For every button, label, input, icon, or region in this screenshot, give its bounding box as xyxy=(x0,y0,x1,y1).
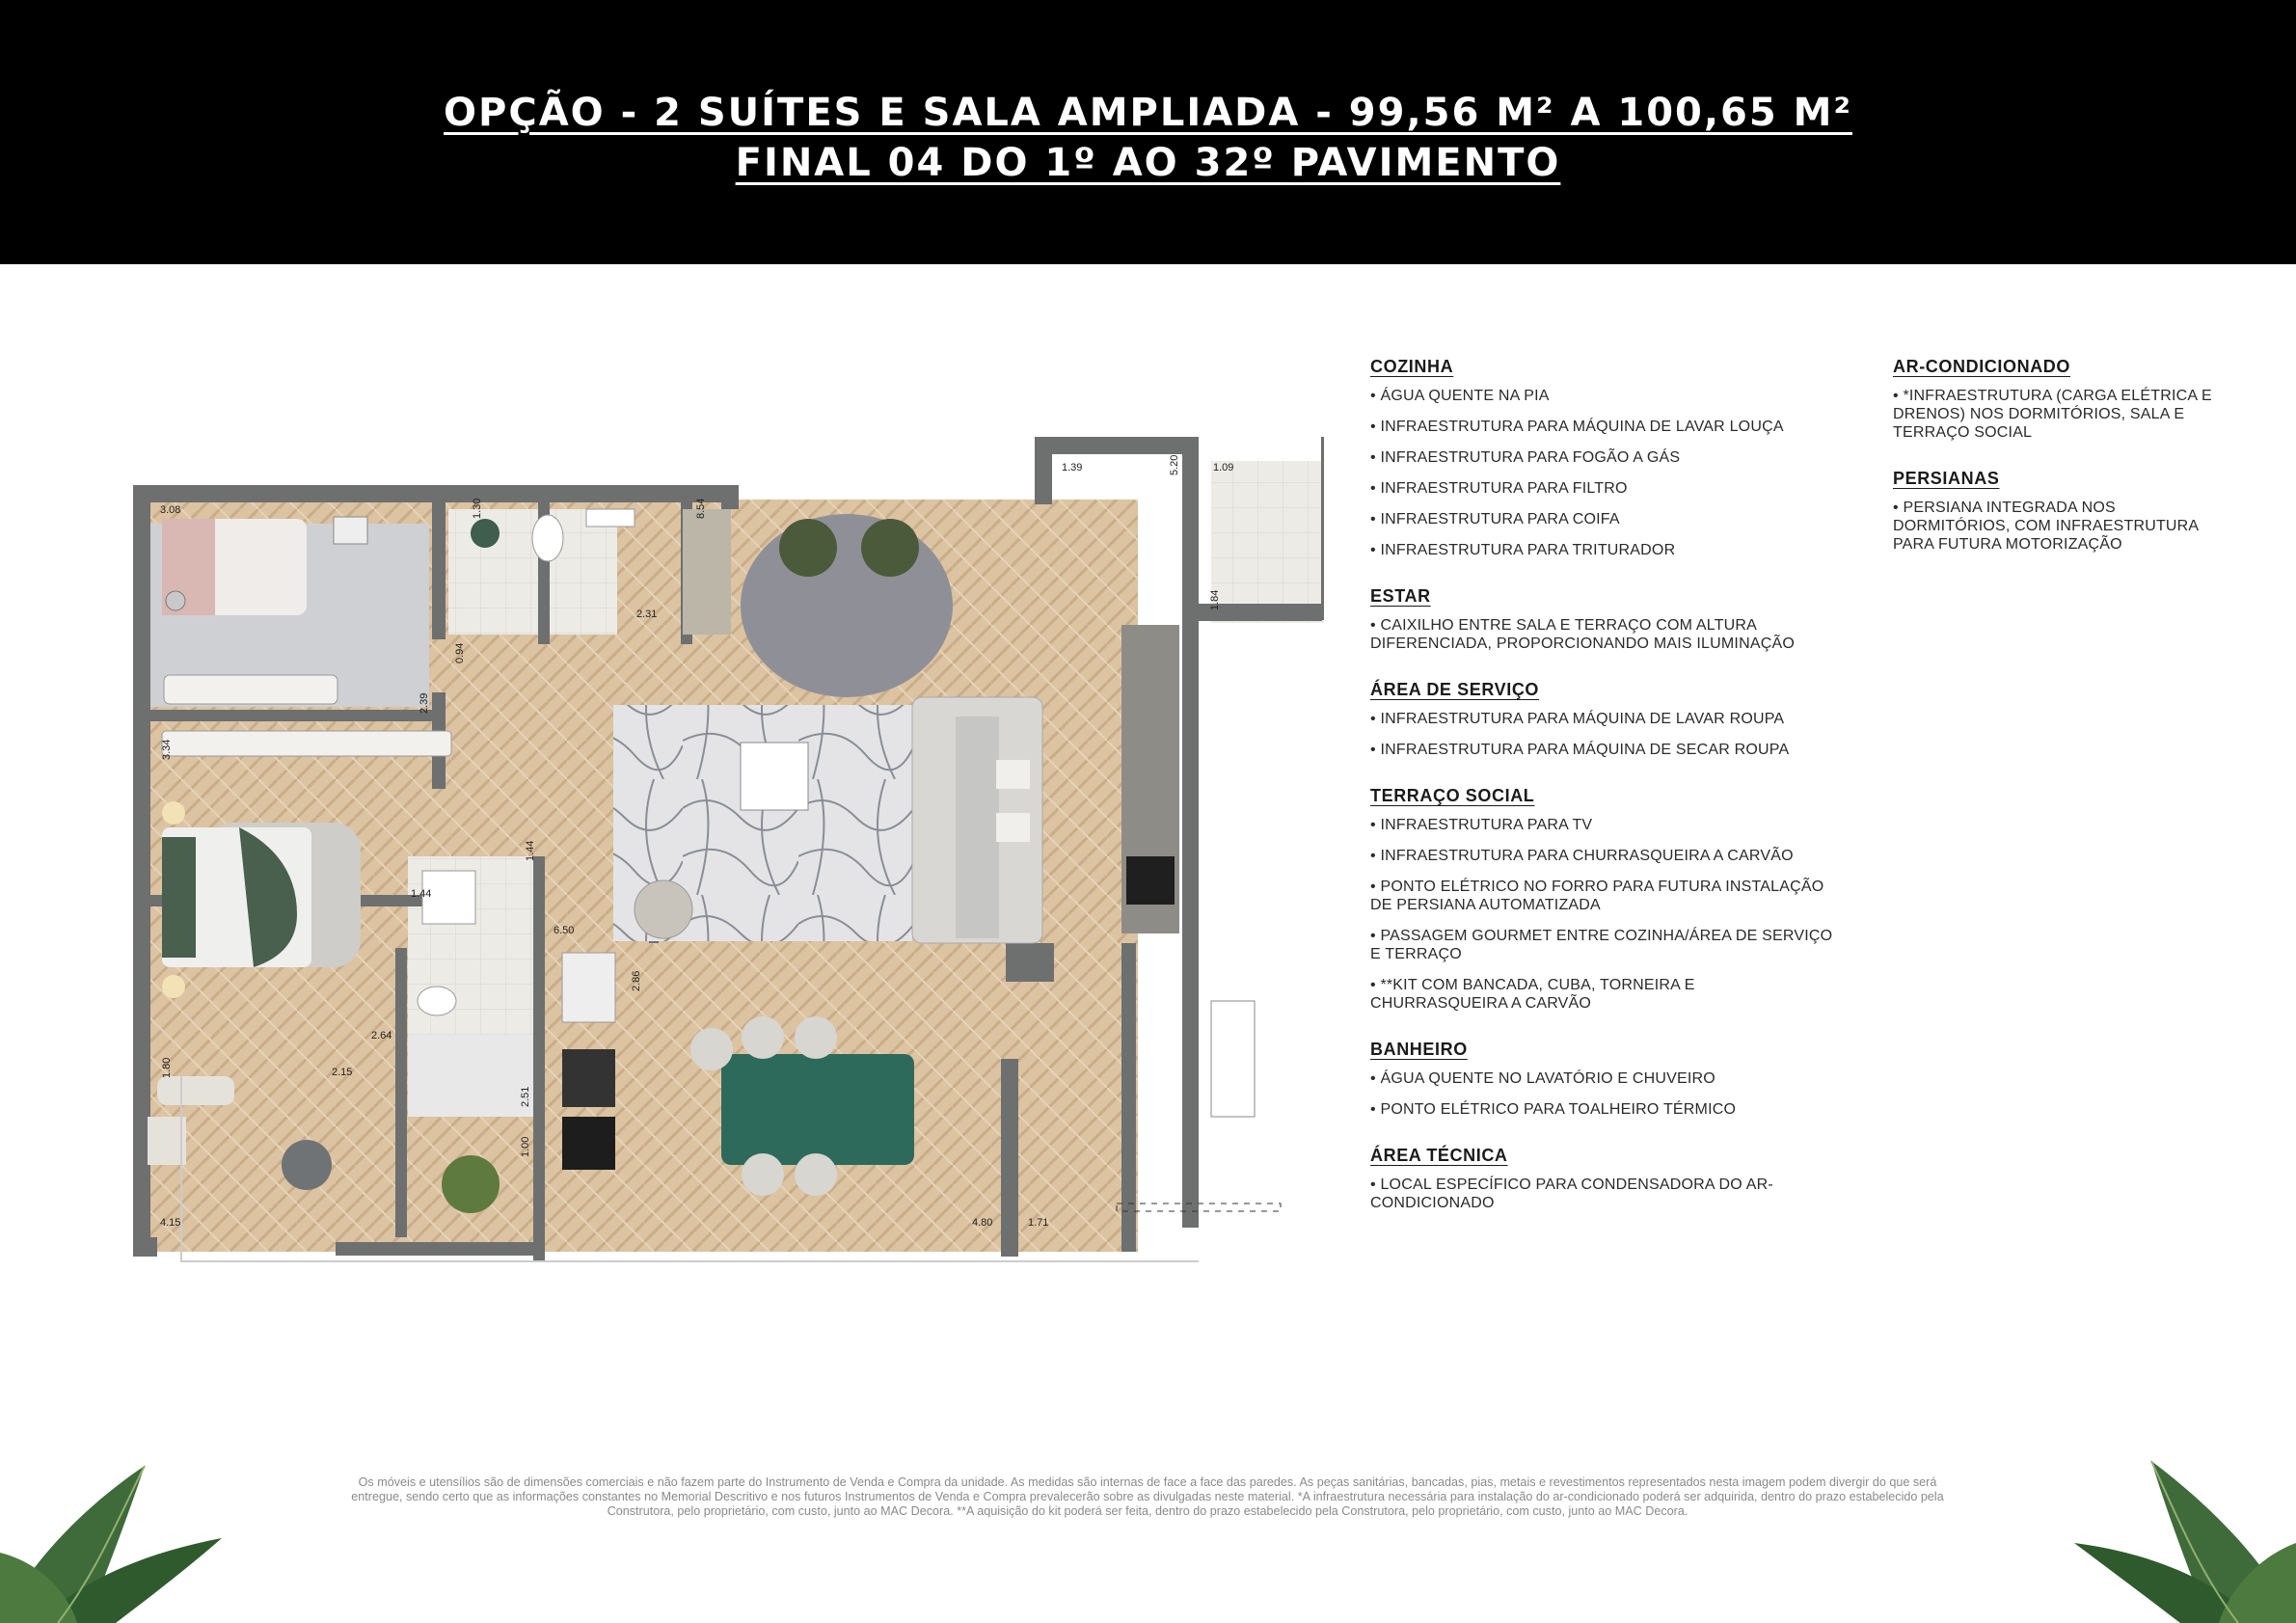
feature-item: • CAIXILHO ENTRE SALA E TERRAÇO COM ALTURA DIFERENCIADA, PROPORCIONANDO MAIS ILUMINAÇÃO xyxy=(1370,617,1795,652)
section-title: TERRAÇO SOCIAL xyxy=(1370,786,1535,805)
feature-item: • ÁGUA QUENTE NA PIA xyxy=(1370,388,1550,404)
dim-label: 3.08 xyxy=(160,504,181,516)
feature-item: • INFRAESTRUTURA PARA CHURRASQUEIRA A CARVÃO xyxy=(1370,848,1794,864)
section-cozinha xyxy=(1370,357,1833,559)
dim-label: 8.54 xyxy=(695,498,707,519)
dim-label: 1.84 xyxy=(1209,589,1221,610)
feature-item: • LOCAL ESPECÍFICO PARA CONDENSADORA DO AR-CONDICIONADO xyxy=(1370,1177,1773,1211)
page-title: OPÇÃO - 2 SUÍTES E SALA AMPLIADA - 99,56 M² A 100,65 M² xyxy=(444,91,1852,135)
feature-item: • INFRAESTRUTURA PARA MÁQUINA DE SECAR ROUPA xyxy=(1370,742,1790,758)
floor-plan-illustration xyxy=(104,432,1324,1281)
dim-label: 1.71 xyxy=(1028,1217,1049,1229)
dim-label: 2.39 xyxy=(419,692,430,714)
dim-label: 1.39 xyxy=(1062,462,1083,473)
section-title: ÁREA DE SERVIÇO xyxy=(1370,680,1540,699)
section-area-tecnica xyxy=(1370,1146,1833,1212)
section-title: ÁREA TÉCNICA xyxy=(1370,1146,1508,1165)
feature-item: • PONTO ELÉTRICO NO FORRO PARA FUTURA INSTALAÇÃO DE PERSIANA AUTOMATIZADA xyxy=(1370,879,1824,913)
section-title: BANHEIRO xyxy=(1370,1040,1468,1059)
section-area-de-servico xyxy=(1370,680,1833,759)
feature-item: • INFRAESTRUTURA PARA TRITURADOR xyxy=(1370,542,1676,558)
section-title: AR-CONDICIONADO xyxy=(1893,357,2070,376)
disclaimer: Os móveis e utensílios são de dimensões comerciais e não fazem parte do Instrumento de Venda e Compra da unidade. As medidas são internas de face a face das paredes. As peças sanitárias, bancadas, pias, metais e revestimentos representados nesta imagem podem divergir do que será entregue, sendo certo que as informações constantes no Memorial Descritivo e nos futuros Instrumentos de Venda e Compra prevalecerão sobre as divulgadas neste material. *A infraestrutura necessária para instalação do ar-condicionado poderá ser adquirida, dentro do prazo estabelecido pela Construtora, pelo proprietário, com custo, junto ao MAC Decora. **A aquisição do kit poderá ser feita, dentro do prazo estabelecido pela Construtora, pelo proprietário, com custo, junto ao MAC Decora. xyxy=(351,1475,1944,1518)
section-ar-condicionado xyxy=(1893,357,2221,442)
dim-label: 2.31 xyxy=(636,609,658,620)
section-title: ESTAR xyxy=(1370,586,1431,606)
feature-item: • ÁGUA QUENTE NO LAVATÓRIO E CHUVEIRO xyxy=(1370,1070,1715,1087)
feature-item: • INFRAESTRUTURA PARA FILTRO xyxy=(1370,480,1628,497)
section-title: COZINHA xyxy=(1370,357,1454,376)
header-band xyxy=(0,0,2296,264)
dim-label: 1.30 xyxy=(472,498,483,519)
section-terraco-social xyxy=(1370,786,1833,1013)
dim-label: 0.94 xyxy=(454,642,466,663)
feature-item: • *INFRAESTRUTURA (CARGA ELÉTRICA E DRENOS) NOS DORMITÓRIOS, SALA E TERRAÇO SOCIAL xyxy=(1893,388,2212,441)
dim-label: 1.44 xyxy=(411,888,432,900)
dim-label: 1.00 xyxy=(520,1136,531,1157)
dim-label: 4.80 xyxy=(972,1217,993,1229)
feature-item: • INFRAESTRUTURA PARA TV xyxy=(1370,817,1593,833)
dim-label: 2.15 xyxy=(332,1067,353,1078)
dim-label: 1.44 xyxy=(525,840,536,861)
dim-label: 4.15 xyxy=(160,1217,181,1229)
dim-label: 2.51 xyxy=(520,1086,531,1107)
feature-item: • PASSAGEM GOURMET ENTRE COZINHA/ÁREA DE SERVIÇO E TERRAÇO xyxy=(1370,928,1833,962)
page-subtitle: FINAL 04 DO 1º AO 32º PAVIMENTO xyxy=(735,141,1561,185)
feature-item: • PONTO ELÉTRICO PARA TOALHEIRO TÉRMICO xyxy=(1370,1101,1737,1118)
feature-item: • INFRAESTRUTURA PARA MÁQUINA DE LAVAR ROUPA xyxy=(1370,711,1785,727)
dim-label: 3.34 xyxy=(161,739,173,760)
feature-item: • PERSIANA INTEGRADA NOS DORMITÓRIOS, COM INFRAESTRUTURA PARA FUTURA MOTORIZAÇÃO xyxy=(1893,500,2199,553)
feature-item: • INFRAESTRUTURA PARA MÁQUINA DE LAVAR LOUÇA xyxy=(1370,419,1784,435)
plant-right-decoration xyxy=(2026,1447,2296,1623)
feature-item: • INFRAESTRUTURA PARA FOGÃO A GÁS xyxy=(1370,449,1681,466)
section-estar xyxy=(1370,586,1833,653)
feature-item: • **KIT COM BANCADA, CUBA, TORNEIRA E CHURRASQUEIRA A CARVÃO xyxy=(1370,977,1695,1012)
plant-left-decoration xyxy=(0,1447,270,1623)
features-right-column xyxy=(1893,357,2221,581)
dim-label: 1.09 xyxy=(1213,462,1234,473)
feature-item: • INFRAESTRUTURA PARA COIFA xyxy=(1370,511,1620,527)
dim-label: 6.50 xyxy=(554,925,575,936)
dim-label: 1.80 xyxy=(161,1057,173,1078)
section-persianas xyxy=(1893,469,2221,554)
section-title: PERSIANAS xyxy=(1893,469,2000,488)
features-left-column xyxy=(1370,357,1833,1239)
dim-label: 2.64 xyxy=(371,1030,392,1041)
dim-label: 5.20 xyxy=(1169,454,1180,475)
dim-label: 2.86 xyxy=(631,970,642,991)
section-banheiro xyxy=(1370,1040,1833,1119)
